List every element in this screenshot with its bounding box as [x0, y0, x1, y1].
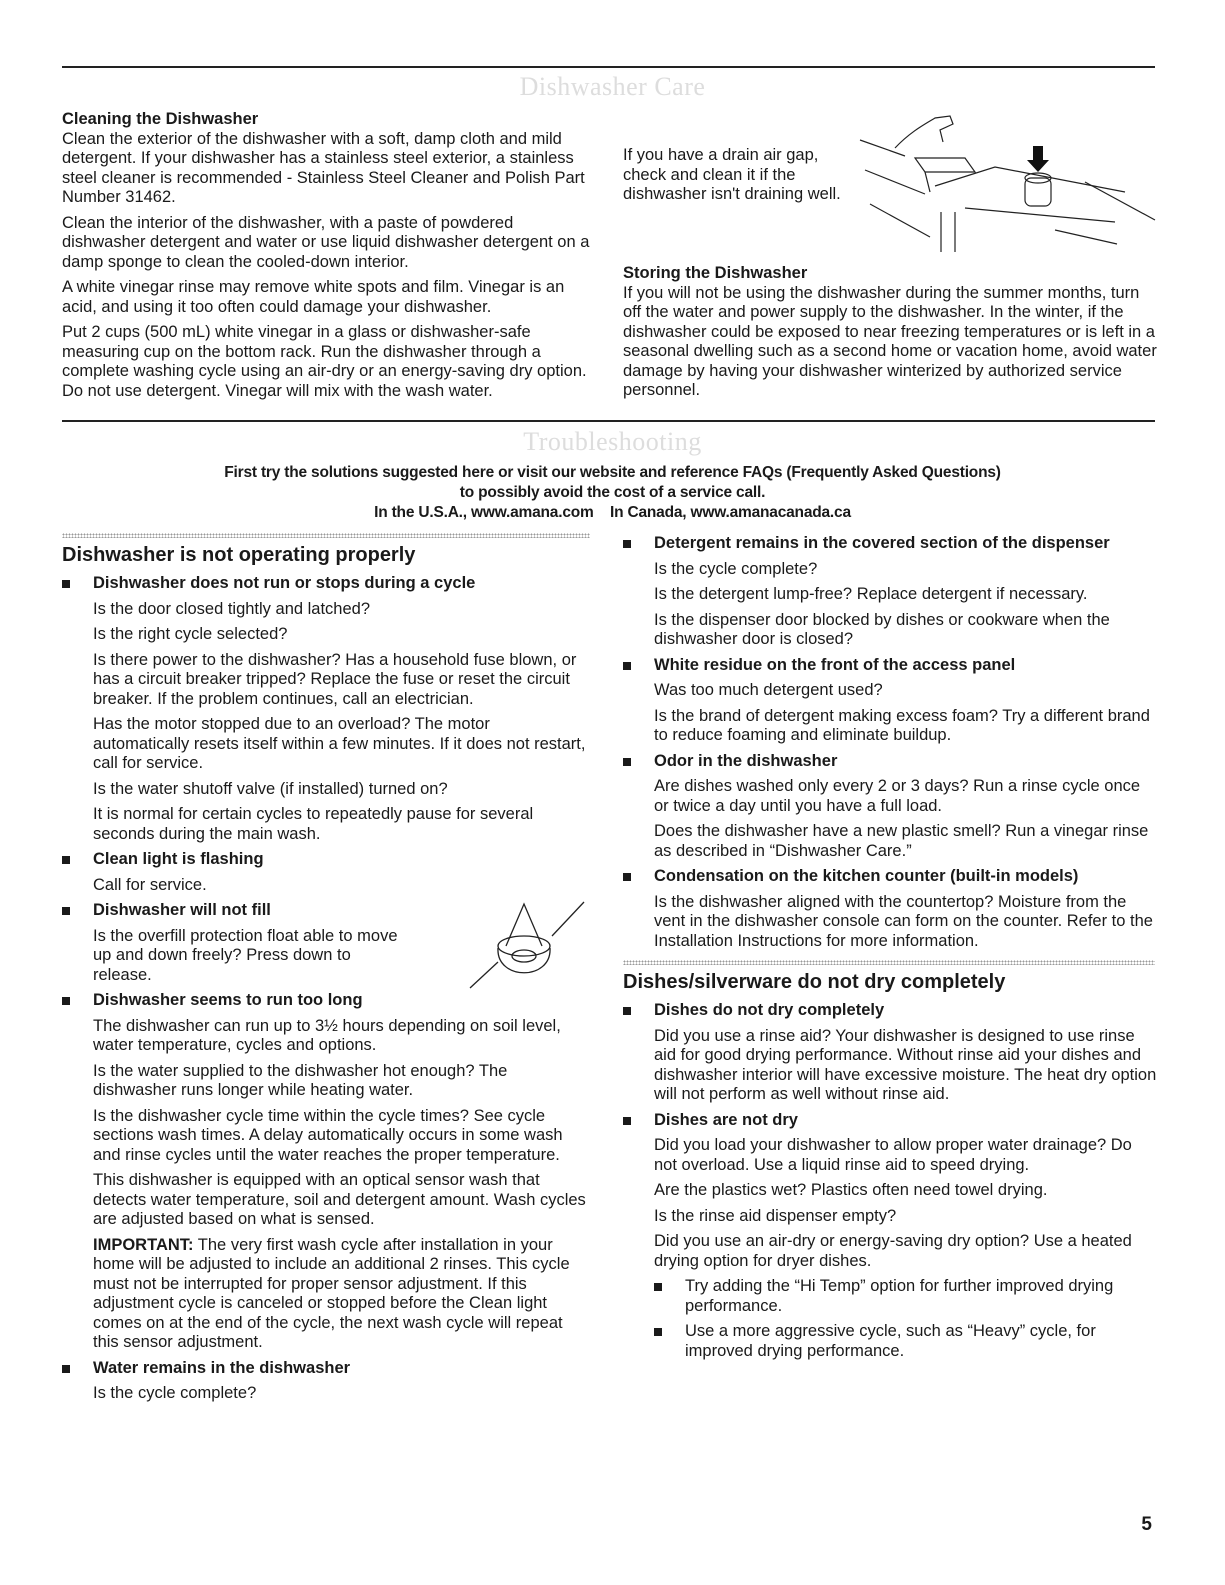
question-heading: Dishwasher will not fill	[93, 901, 271, 919]
answer-text: Is the rinse aid dispenser empty?	[654, 1206, 897, 1225]
list-item	[62, 574, 590, 844]
question-heading: Odor in the dishwasher	[654, 751, 838, 770]
question-heading: Dishes do not dry completely	[654, 1001, 885, 1019]
question-heading: Water remains in the dishwasher	[93, 1358, 351, 1377]
answer-text: Is the dishwasher cycle time within the cycle times? See cycle sections wash times. A delay automatically occurs in some wash and rinse cycles until the water reaches the proper temperature.	[93, 1106, 563, 1164]
answer-text: This dishwasher is equipped with an optical sensor wash that detects water temperature, soil and detergent amount. Wash cycles are adjusted based on what is sensed.	[93, 1171, 586, 1228]
storing-paragraph: If you will not be using the dishwasher during the summer months, turn off the water and power supply to the dishwasher. In the winter, if the dishwasher could be exposed to near freezing temperatures or is left in a seasonal dwelling such as a second home or vacation home, avoid water damage by having your dishwasher winterized by authorized service personnel.	[623, 283, 1157, 399]
troubleshooting-intro-2: to possibly avoid the cost of a service call.	[459, 484, 766, 501]
question-heading: Dishes are not dry	[654, 1110, 798, 1129]
nested-text: Try adding the “Hi Temp” option for further improved drying performance.	[685, 1277, 1114, 1315]
troubleshooting-intro-1: First try the solutions suggested here or visit our website and reference FAQs (Frequently Asked Questions)	[224, 464, 1001, 481]
cleaning-heading: Cleaning the Dishwasher	[62, 110, 259, 128]
question-heading: White residue on the front of the access panel	[654, 655, 1016, 674]
left-section-heading: Dishwasher is not operating properly	[62, 544, 416, 566]
nested-list-item	[654, 1322, 1158, 1361]
question-heading: Clean light is flashing	[93, 850, 264, 868]
answer-text: Is the dispenser door blocked by dishes or cookware when the dishwasher door is closed?	[654, 610, 1110, 648]
right-section-heading: Dishes/silverware do not dry completely	[623, 971, 1006, 993]
answer-text: Call for service.	[93, 875, 207, 894]
list-item	[62, 991, 590, 1353]
bullet-icon	[654, 1328, 662, 1336]
bullet-icon	[623, 662, 631, 670]
answer-text: Are the plastics wet? Plastics often need towel drying.	[654, 1181, 1048, 1199]
list-item	[623, 1001, 1158, 1105]
important-text: The very first wash cycle after installation in your home will be adjusted to include an additional 2 rinses. This cycle must not be interrupted for proper sensor adjustment. If this adjustment cycle is canceled or stopped before the Clean light comes on at the end of the cycle, the next wash cycle will repeat this sensor adjustment.	[93, 1235, 570, 1351]
question-heading: Detergent remains in the covered section of the dispenser	[654, 534, 1110, 552]
question-heading: Dishwasher seems to run too long	[93, 991, 363, 1009]
bullet-icon	[623, 1117, 631, 1125]
left-dotted-divider	[62, 533, 590, 538]
cleaning-paragraph: Clean the interior of the dishwasher, with a paste of powdered dishwasher detergent and water or use liquid dishwasher detergent on a damp sponge to clean the cooled-down interior.	[62, 213, 590, 271]
bullet-icon	[62, 856, 70, 864]
cleaning-column	[62, 110, 592, 407]
question-heading: Condensation on the kitchen counter (built-in models)	[654, 867, 1079, 885]
answer-text: Is the overfill protection float able to move up and down freely? Press down to release.	[93, 926, 398, 984]
answer-text: Is the cycle complete?	[654, 559, 818, 578]
list-item	[62, 850, 590, 895]
right-dotted-divider	[623, 960, 1155, 965]
top-rule	[62, 66, 1155, 68]
bullet-icon	[623, 540, 631, 548]
answer-text: Does the dishwasher have a new plastic smell? Run a vinegar rinse as described in “Dishwasher Care.”	[654, 822, 1149, 860]
answer-text: Did you use an air-dry or energy-saving dry option? Use a heated drying option for dryer dishes.	[654, 1232, 1132, 1270]
storing-column	[623, 264, 1158, 407]
bullet-icon	[654, 1283, 662, 1291]
cleaning-paragraph: A white vinegar rinse may remove white spots and film. Vinegar is an acid, and using it too often could damage your dishwasher.	[62, 278, 565, 316]
answer-text: Has the motor stopped due to an overload? The motor automatically resets itself within a few minutes. If it does not restart, call for service.	[93, 715, 586, 772]
answer-text: Is the brand of detergent making excess foam? Try a different brand to reduce foaming and eliminate buildup.	[654, 706, 1150, 744]
answer-text: Did you load your dishwasher to allow proper water drainage? Do not overload. Use a liquid rinse aid to speed drying.	[654, 1136, 1132, 1174]
bullet-icon	[62, 580, 70, 588]
bullet-icon	[62, 1365, 70, 1373]
list-item	[623, 867, 1158, 951]
nested-list-item	[654, 1277, 1158, 1316]
list-item	[62, 1359, 590, 1404]
important-note	[93, 1236, 590, 1353]
bullet-icon	[623, 873, 631, 881]
answer-text: Is the dishwasher aligned with the countertop? Moisture from the vent in the dishwasher console can form on the counter. Refer to the Installation Instructions for more information.	[654, 892, 1153, 950]
list-item	[623, 752, 1158, 862]
air-gap-text	[623, 146, 853, 211]
answer-text: Is the right cycle selected?	[93, 625, 288, 643]
answer-text: Is the cycle complete?	[93, 1384, 257, 1402]
troubleshooting-title: Troubleshooting	[523, 427, 702, 456]
important-label: IMPORTANT:	[93, 1235, 194, 1254]
air-gap-paragraph: If you have a drain air gap, check and clean it if the dishwasher isn't draining well.	[623, 146, 841, 203]
answer-text: Is the water supplied to the dishwasher hot enough? The dishwasher runs longer while heating water.	[93, 1061, 508, 1099]
list-item	[623, 1111, 1158, 1362]
bullet-icon	[62, 997, 70, 1005]
bullet-icon	[623, 1007, 631, 1015]
right-dry-column	[623, 1001, 1158, 1367]
answer-text: Is there power to the dishwasher? Has a household fuse blown, or has a circuit breaker tripped? Replace the fuse or reset the circuit breaker. If the problem continues, call an electrician.	[93, 650, 577, 708]
care-title: Dishwasher Care	[519, 72, 706, 101]
bullet-icon	[62, 907, 70, 915]
cleaning-paragraph: Clean the exterior of the dishwasher with a soft, damp cloth and mild detergent. If your dishwasher has a stainless steel exterior, a stainless steel cleaner is recommended - Stainless Steel Cleaner and Polish Part Number 31462.	[62, 129, 585, 206]
answer-text: Is the detergent lump-free? Replace detergent if necessary.	[654, 585, 1088, 603]
bullet-icon	[623, 758, 631, 766]
answer-text: It is normal for certain cycles to repeatedly pause for several seconds during the main wash.	[93, 805, 534, 843]
answer-text: Did you use a rinse aid? Your dishwasher is designed to use rinse aid for good drying performance. Without rinse aid your dishes and dishwasher interior will have excessive moisture. The heat dry option will not perform as well without rinse aid.	[654, 1026, 1157, 1103]
mid-rule	[62, 420, 1155, 422]
answer-text: Is the water shutoff valve (if installed) turned on?	[93, 779, 448, 798]
faucet-air-gap-illustration	[855, 112, 1160, 257]
overfill-float-illustration	[468, 896, 588, 996]
answer-text: Are dishes washed only every 2 or 3 days? Run a rinse cycle once or twice a day until you have a full load.	[654, 777, 1141, 815]
right-troubleshoot-column	[623, 534, 1158, 957]
nested-text: Use a more aggressive cycle, such as “Heavy” cycle, for improved drying performance.	[685, 1322, 1096, 1360]
answer-text: Is the door closed tightly and latched?	[93, 599, 371, 618]
down-arrow-icon	[1027, 146, 1049, 172]
list-item	[623, 656, 1158, 746]
question-heading: Dishwasher does not run or stops during a cycle	[93, 574, 476, 592]
troubleshooting-intro-3: In the U.S.A., www.amana.com In Canada, www.amanacanada.ca	[374, 504, 851, 521]
page-number: 5	[1141, 1514, 1152, 1535]
cleaning-paragraph: Put 2 cups (500 mL) white vinegar in a glass or dishwasher-safe measuring cup on the bottom rack. Run the dishwasher through a complete washing cycle using an air-dry or an energy-saving dry option. Do not use detergent. Vinegar will mix with the wash water.	[62, 323, 587, 400]
answer-text: The dishwasher can run up to 3½ hours depending on soil level, water temperature, cycles and options.	[93, 1016, 561, 1054]
answer-text: Was too much detergent used?	[654, 681, 883, 699]
storing-heading: Storing the Dishwasher	[623, 264, 808, 282]
list-item	[623, 534, 1158, 650]
